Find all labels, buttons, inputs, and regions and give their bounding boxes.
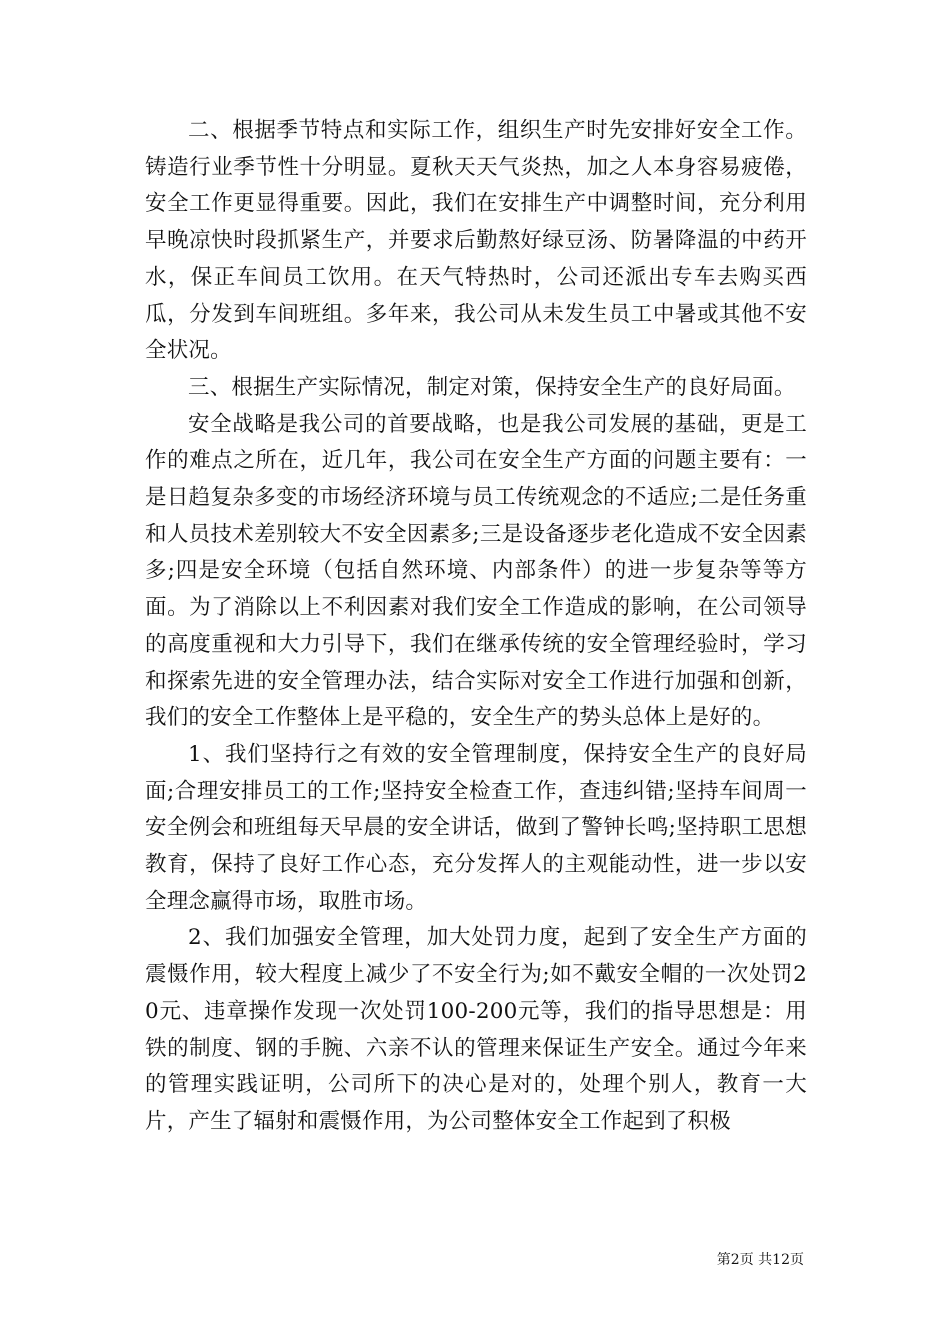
footer-prefix: 第 [716, 1252, 731, 1268]
paragraph-seasonal-safety: 二、根据季节特点和实际工作，组织生产时先安排好安全工作。铸造行业季节性十分明显。夏秋天天气炎热，加之人本身容易疲倦，安全工作更显得重要。因此，我们在安排生产中调整时间，充分利用早晚凉快时段抓紧生产，并要求后勤熬好绿豆汤、防暑降温的中药开水，保正车间员工饮用。在天气特热时，公司还派出专车去购买西瓜，分发到车间班组。多年来，我公司从未发生员工中暑或其他不安全状况。 [145, 118, 807, 364]
document-body [145, 113, 807, 1141]
page-number-footer [717, 1249, 804, 1269]
paragraph-item-one: 1、我们坚持行之有效的安全管理制度，保持安全生产的良好局面;合理安排员工的工作;坚持安全检查工作，查违纠错;坚持车间周一安全例会和班组每天早晨的安全讲话，做到了警钟长鸣;坚持职工思想教育，保持了良好工作心态，充分发挥人的主观能动性，进一步以安全理念赢得市场，取胜市场。 [145, 741, 807, 914]
footer-middle: 页 共 [739, 1252, 773, 1268]
paragraph-section-three-heading: 三、根据生产实际情况，制定对策，保持安全生产的良好局面。 [188, 374, 796, 400]
paragraph-safety-strategy: 安全战略是我公司的首要战略，也是我公司发展的基础，更是工作的难点之所在，近几年，我公司在安全生产方面的问题主要有：一是日趋复杂多变的市场经济环境与员工传统观念的不适应;二是任务重和人员技术差别较大不安全因素多;三是设备逐步老化造成不安全因素多;四是安全环境（包括自然环境、内部条件）的进一步复杂等等方面。为了消除以上不利因素对我们安全工作造成的影响，在公司领导的高度重视和大力引导下，我们在继承传统的安全管理经验时，学习和探索先进的安全管理办法，结合实际对安全工作进行加强和创新，我们的安全工作整体上是平稳的，安全生产的势头总体上是好的。 [145, 411, 807, 731]
footer-total-pages: 12 [772, 1252, 790, 1268]
footer-suffix: 页 [790, 1252, 804, 1268]
paragraph-item-two: 2、我们加强安全管理，加大处罚力度，起到了安全生产方面的震慑作用，较大程度上减少了不安全行为;如不戴安全帽的一次处罚20元、违章操作发现一次处罚100-200元等，我们的指导思想是：用铁的制度、钢的手腕、六亲不认的管理来保证生产安全。通过今年来的管理实践证明，公司所下的决心是对的，处理个别人，教育一大片，产生了辐射和震慑作用，为公司整体安全工作起到了积极 [145, 925, 807, 1134]
footer-current-page: 2 [730, 1252, 740, 1268]
